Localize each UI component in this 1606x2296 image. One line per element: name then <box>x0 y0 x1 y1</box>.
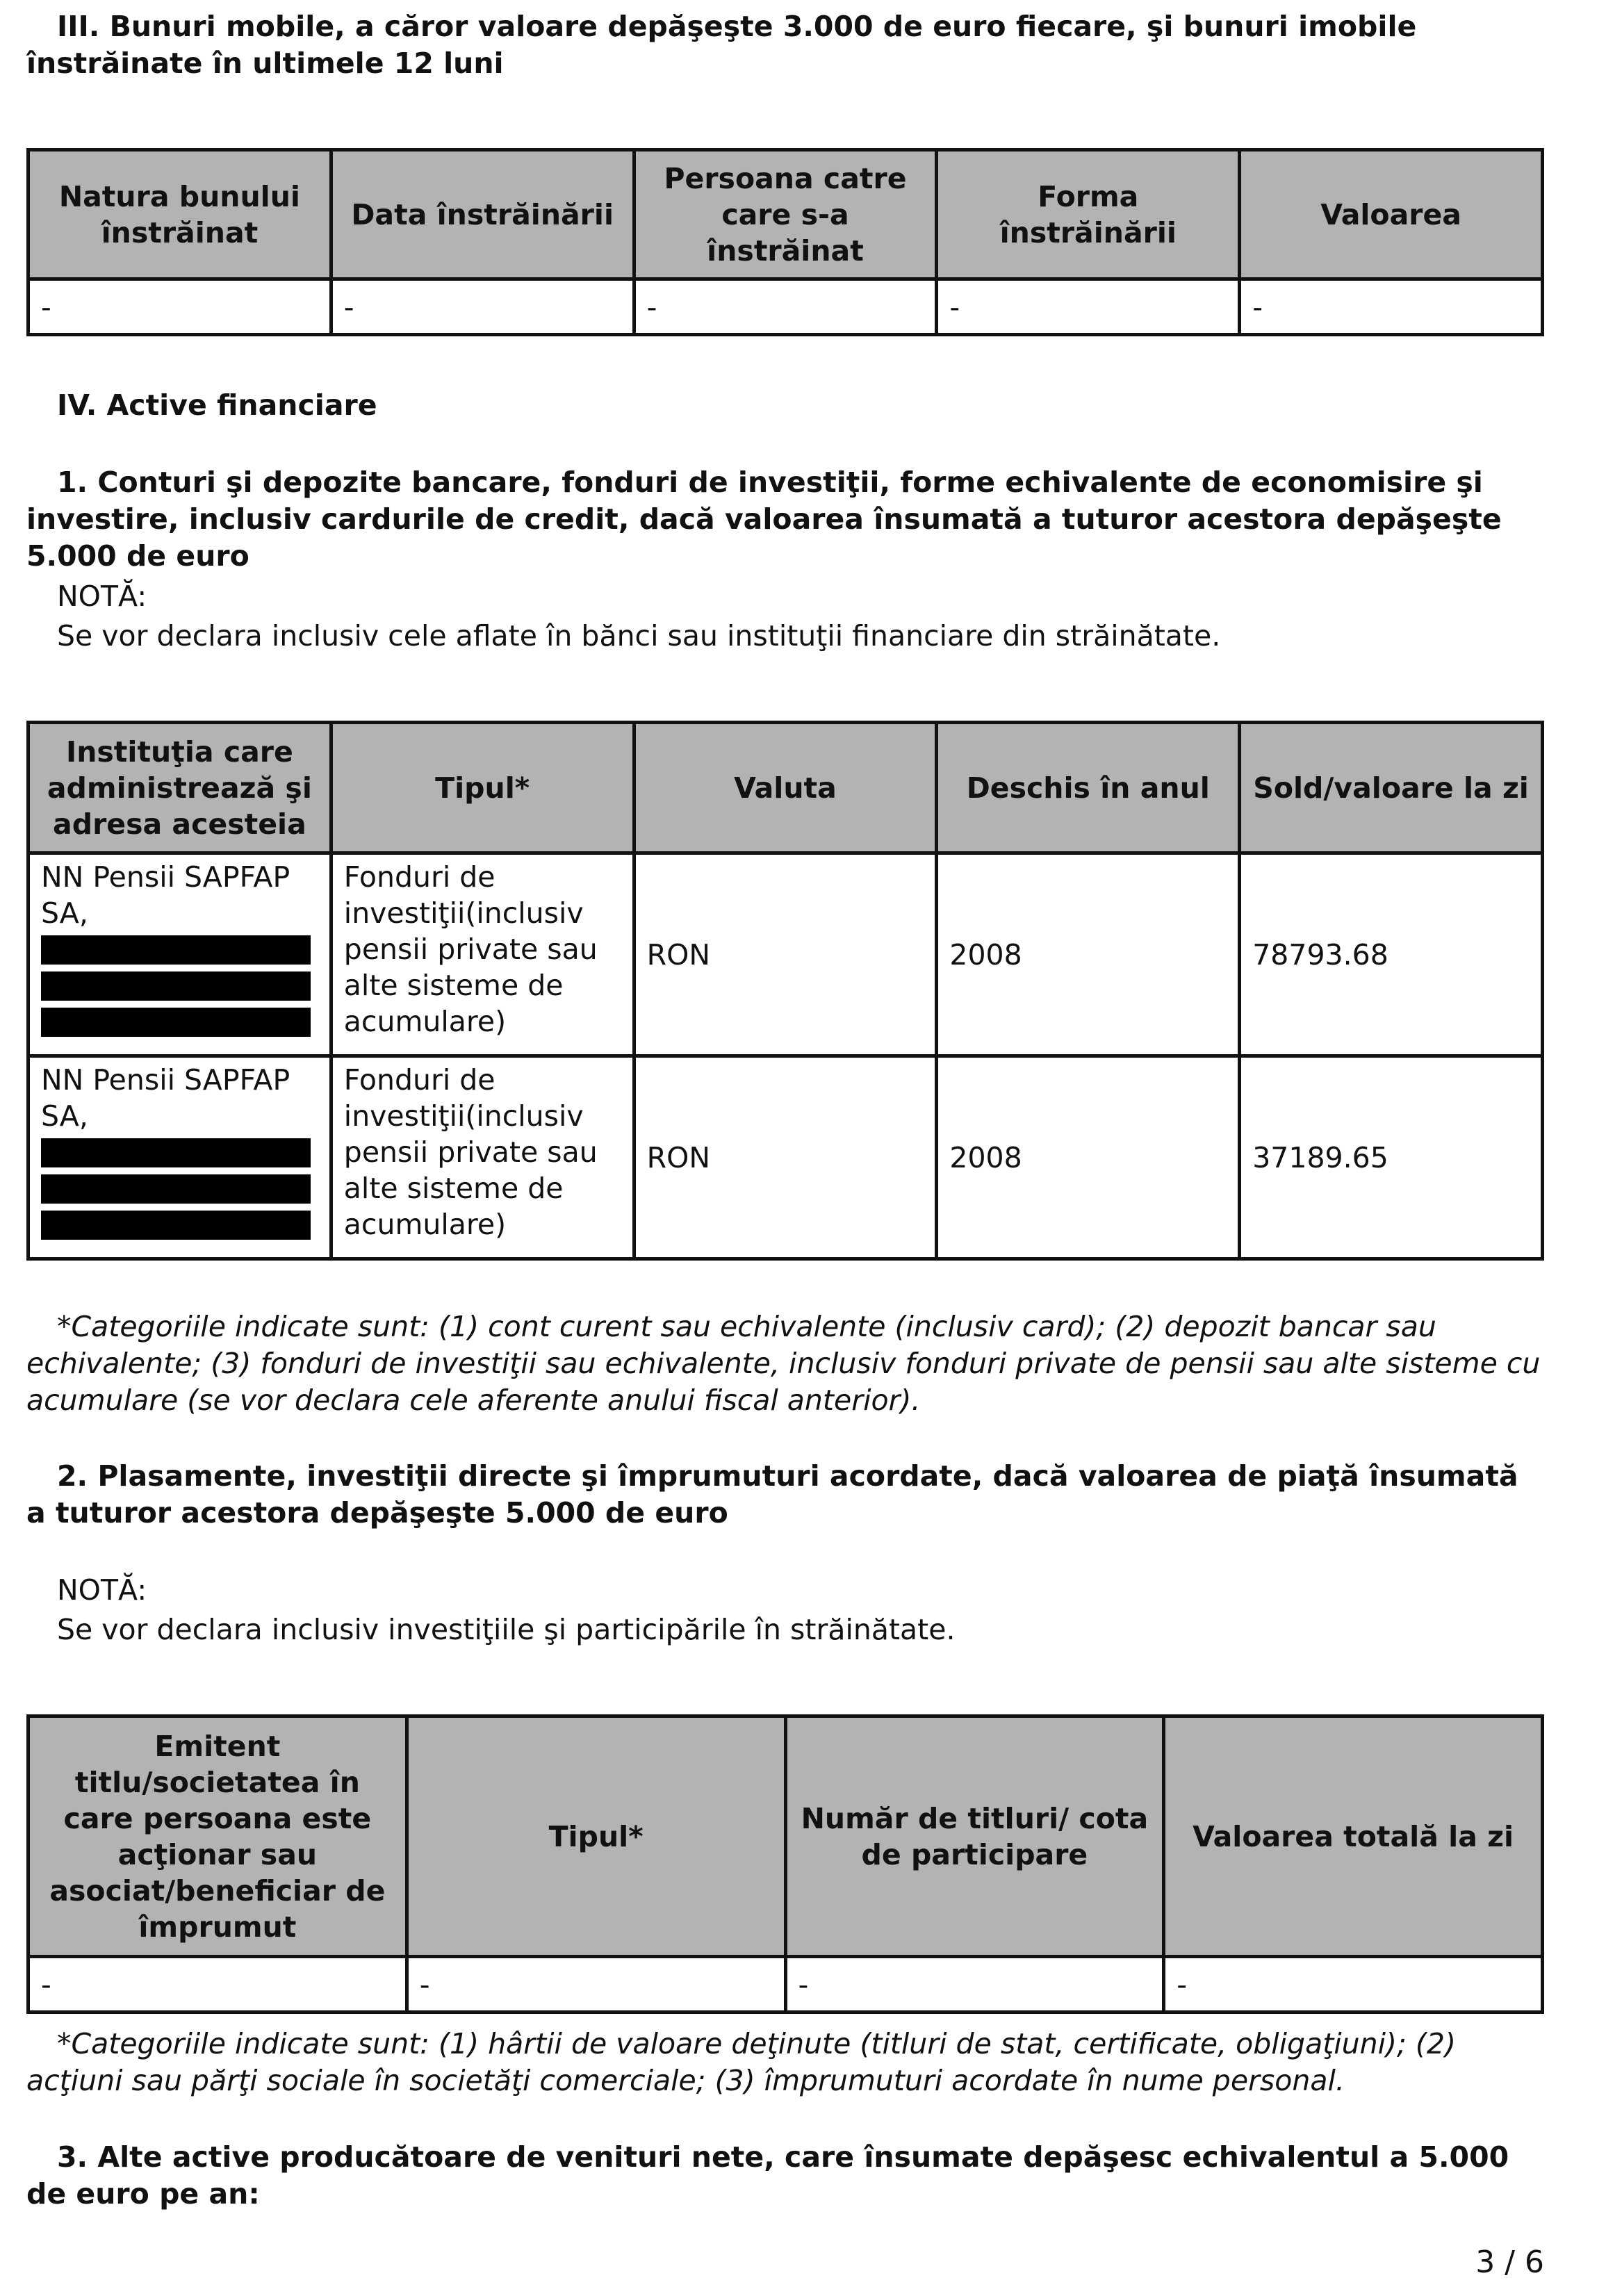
col-header: Număr de titluri/ cota de participare <box>785 1716 1164 1957</box>
table-row <box>28 279 1543 335</box>
col-header: Data înstrăinării <box>331 150 634 279</box>
institution-name: NN Pensii SAPFAP SA, <box>41 1063 290 1133</box>
col-header: Valoarea totală la zi <box>1164 1716 1543 1957</box>
type-cell: Fonduri de investiţii(inclusiv pensii private sau alte sisteme de acumulare) <box>331 1056 634 1259</box>
page-number: 3 / 6 <box>1475 2245 1544 2280</box>
table-header-row <box>28 1716 1543 1957</box>
table-cell: - <box>28 279 331 335</box>
currency-cell: RON <box>634 1056 937 1259</box>
bank-accounts-table <box>26 721 1544 1261</box>
note-text: Se vor declara inclusiv investiţiile şi participările în străinătate. <box>57 1613 956 1646</box>
currency-cell: RON <box>634 853 937 1056</box>
subsection-2-footnote: *Categoriile indicate sunt: (1) hârtii de valoare deţinute (titluri de stat, certificate, obligaţiuni); (2) acţiuni sau părţi sociale în societăţi comerciale; (3) împrumuturi acordate în nume personal. <box>26 2027 1456 2097</box>
table-cell: - <box>634 279 937 335</box>
col-header: Instituţia care administrează şi adresa acesteia <box>28 723 331 853</box>
col-header: Natura bunului înstrăinat <box>28 150 331 279</box>
redaction-bar <box>41 971 311 1001</box>
col-header: Tipul* <box>331 723 634 853</box>
note-text: Se vor declara inclusiv cele aflate în bănci sau instituţii financiare din străinătate. <box>57 619 1221 653</box>
subsection-2-note <box>26 1571 1544 1650</box>
subsection-1-heading: 1. Conturi şi depozite bancare, fonduri de investiţii, forme echivalente de economisire şi investire, inclusiv cardurile de credit, dacă valoarea însumată a tuturor acestora depăşeşte 5.000 de euro <box>26 466 1502 573</box>
institution-name: NN Pensii SAPFAP SA, <box>41 860 290 930</box>
note-label: NOTĂ: <box>57 580 147 613</box>
section-4-heading: IV. Active financiare <box>57 388 377 422</box>
redaction-bar <box>41 935 311 965</box>
table-header-row <box>28 150 1543 279</box>
col-header: Emitent titlu/societatea în care persoana este acţionar sau asociat/beneficiar de împrumut <box>28 1716 407 1957</box>
table-cell: - <box>1240 279 1543 335</box>
institution-cell <box>28 853 331 1056</box>
redaction-bar <box>41 1174 311 1204</box>
redaction-bar <box>41 1138 311 1167</box>
note-label: NOTĂ: <box>57 1573 147 1607</box>
table-cell: - <box>937 279 1240 335</box>
col-header: Valoarea <box>1240 150 1543 279</box>
balance-cell: 37189.65 <box>1240 1056 1543 1259</box>
investments-table <box>26 1714 1544 2014</box>
balance-cell: 78793.68 <box>1240 853 1543 1056</box>
type-cell: Fonduri de investiţii(inclusiv pensii private sau alte sisteme de acumulare) <box>331 853 634 1056</box>
table-cell: - <box>407 1957 785 2012</box>
alienated-assets-table <box>26 148 1544 336</box>
table-cell: - <box>28 1957 407 2012</box>
year-cell: 2008 <box>937 1056 1240 1259</box>
col-header: Sold/valoare la zi <box>1240 723 1543 853</box>
table-cell: - <box>331 279 634 335</box>
col-header: Forma înstrăinării <box>937 150 1240 279</box>
table-row <box>28 1957 1543 2012</box>
redaction-bar <box>41 1008 311 1037</box>
col-header: Tipul* <box>407 1716 785 1957</box>
year-cell: 2008 <box>937 853 1240 1056</box>
subsection-2-heading: 2. Plasamente, investiţii directe şi împrumuturi acordate, dacă valoarea de piaţă însumată a tuturor acestora depăşeşte 5.000 de euro <box>26 1459 1518 1530</box>
table-cell: - <box>785 1957 1164 2012</box>
table-row <box>28 853 1543 1056</box>
subsection-1-footnote: *Categoriile indicate sunt: (1) cont curent sau echivalente (inclusiv card); (2) depozit bancar sau echivalente; (3) fonduri de investiţii sau echivalente, inclusiv fonduri private de pensii sau alte sisteme cu acumulare (se vor declara cele aferente anului fiscal anterior). <box>26 1310 1541 1417</box>
subsection-1-note <box>26 577 1544 656</box>
redaction-bar <box>41 1211 311 1240</box>
section-3-heading: III. Bunuri mobile, a căror valoare depăşeşte 3.000 de euro fiecare, şi bunuri imobile înstrăinate în ultimele 12 luni <box>26 10 1417 80</box>
col-header: Persoana catre care s-a înstrăinat <box>634 150 937 279</box>
col-header: Deschis în anul <box>937 723 1240 853</box>
table-header-row <box>28 723 1543 853</box>
col-header: Valuta <box>634 723 937 853</box>
subsection-3-heading: 3. Alte active producătoare de venituri nete, care însumate depăşesc echivalentul a 5.000 de euro pe an: <box>26 2140 1509 2211</box>
institution-cell <box>28 1056 331 1259</box>
table-row <box>28 1056 1543 1259</box>
table-cell: - <box>1164 1957 1543 2012</box>
